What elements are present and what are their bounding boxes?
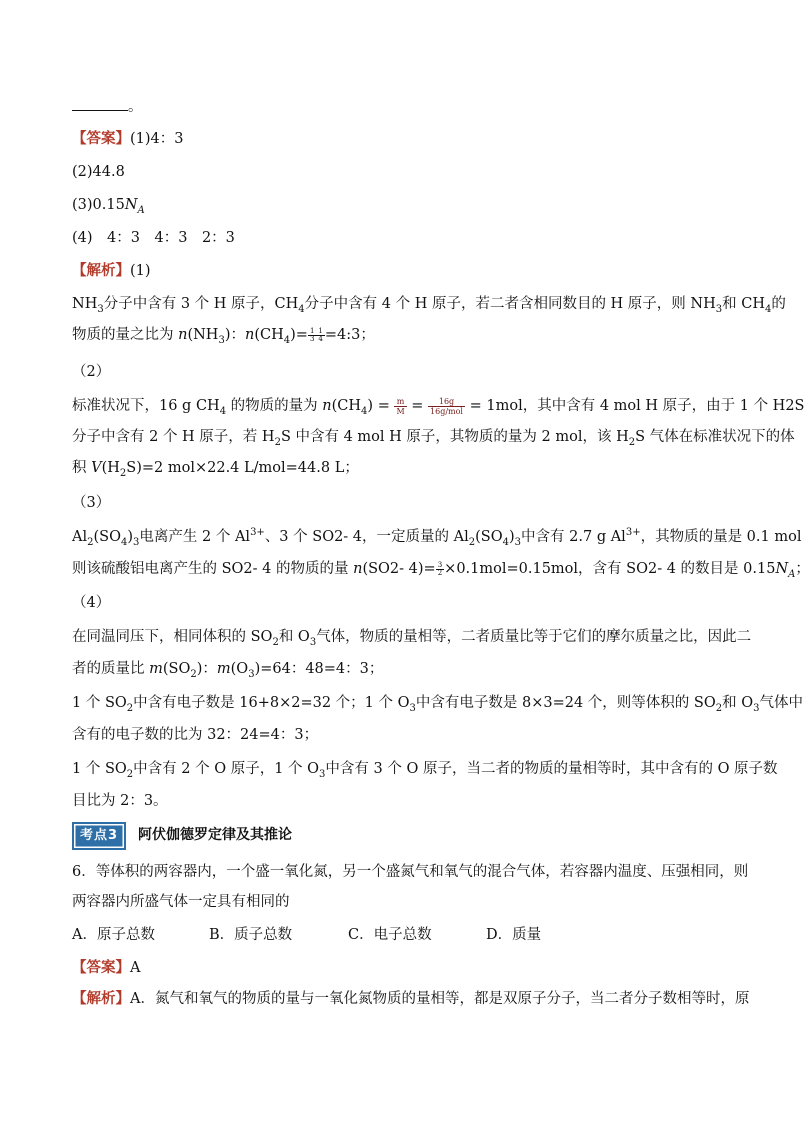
subscript: 2 — [126, 702, 134, 714]
text: 在同温同压下，相同体积的 SO — [72, 629, 273, 645]
text: 、3 个 SO2- 4，一定质量的 Al — [264, 529, 469, 545]
kaodian-badge: 考点3 — [72, 822, 126, 850]
text: (CH — [254, 327, 284, 343]
subscript: A — [788, 568, 796, 580]
analysis-para-5 — [72, 458, 359, 478]
analysis-para-10 — [72, 693, 803, 713]
text: ) — [127, 529, 134, 545]
question-text: 两容器内所盛气体一定具有相同的 — [72, 894, 290, 910]
numerator: 1 — [309, 326, 315, 335]
answer-3: (3)0.15 — [72, 197, 125, 213]
text: = 1mol，其中含有 4 mol H 原子，由于 1 个 H2S — [465, 398, 805, 414]
superscript: 3+ — [250, 527, 265, 539]
subscript: 3 — [319, 768, 326, 780]
subscript: 2 — [119, 467, 127, 479]
subscript: 3 — [133, 536, 140, 548]
text: ×0.1mol=0.15mol，含有 SO2- 4 的数目是 0.15 — [444, 561, 776, 577]
avogadro-symbol: N — [775, 561, 789, 577]
text: (O — [230, 661, 249, 677]
subscript: 4 — [502, 536, 509, 548]
subscript: 3 — [248, 668, 255, 680]
text: 中含有电子数是 8×3=24 个，则等体积的 SO — [415, 695, 716, 711]
text: 和 O — [278, 629, 310, 645]
analysis-label: 【解析】 — [72, 262, 130, 279]
option-a: A．原子总数 — [72, 927, 155, 943]
fraction — [316, 328, 324, 343]
text: )=64：48=4：3； — [254, 661, 384, 677]
section-number: （2） — [72, 364, 111, 380]
answer-line-4 — [72, 228, 235, 248]
subscript: 4 — [120, 536, 128, 548]
answer-4: (4) 4：3 4：3 2：3 — [72, 230, 235, 246]
question-6-line-1 — [72, 862, 748, 882]
question-text: 6．等体积的两容器内，一个盛一氧化氮，另一个盛氮气和氧气的混合气体，若容器内温度、压强相同，则 — [72, 864, 749, 880]
subscript: 2 — [274, 436, 281, 448]
analysis-para-11 — [72, 725, 318, 745]
answer-line-3 — [72, 195, 145, 215]
text: 和 CH — [722, 296, 765, 312]
answer-blank-line — [72, 96, 143, 117]
subscript: 4 — [283, 334, 291, 346]
text: 分子中含有 3 个 H 原子，CH — [103, 296, 299, 312]
text: 分子中含有 2 个 H 原子，若 H — [72, 429, 275, 445]
text: 则该硫酸铝电离产生的 SO2- 4 的物质的量 — [72, 561, 354, 577]
subscript: 3 — [514, 536, 522, 548]
text: )： — [224, 327, 245, 343]
text: 物质的量之比为 — [72, 327, 179, 343]
text: 中含有 3 个 O 原子，当二者的物质的量相等时，其中含有的 O 原子数 — [325, 761, 778, 777]
text: 的 — [771, 296, 786, 312]
text: ，其物质的量是 0.1 mol — [640, 529, 802, 545]
text: (SO — [93, 529, 121, 545]
var-n: n — [353, 561, 363, 577]
section-number: (1) — [130, 263, 151, 279]
avogadro-symbol: N — [124, 197, 138, 213]
subscript: 2 — [468, 536, 476, 548]
subscript: 2 — [272, 636, 279, 648]
option-d: D．质量 — [486, 927, 542, 943]
analysis-6-line — [72, 989, 749, 1009]
text: 气体中 — [759, 695, 803, 711]
option-c: C．电子总数 — [348, 927, 432, 943]
text: 中含有 2 个 O 原子，1 个 O — [133, 761, 320, 777]
text: 和 O — [722, 695, 754, 711]
analysis-para-12 — [72, 759, 778, 779]
text: 的物质的量为 — [226, 398, 323, 414]
subscript: 4 — [298, 303, 305, 315]
section-number: （3） — [72, 495, 111, 511]
subscript: 3 — [409, 702, 416, 714]
analysis-para-7 — [72, 559, 810, 579]
text: (SO — [162, 661, 191, 677]
superscript: 3+ — [625, 527, 641, 539]
text: 中含有电子数是 16+8×2=32 个；1 个 O — [133, 695, 410, 711]
answer-line-2 — [72, 162, 125, 182]
fraction — [394, 397, 406, 416]
section-3-heading — [72, 493, 110, 513]
subscript: 3 — [218, 334, 225, 346]
fraction — [308, 328, 316, 343]
analysis-para-1 — [72, 294, 786, 314]
answer-line-1 — [72, 129, 184, 149]
text: 1 个 SO — [72, 695, 127, 711]
analysis-text: A．氮气和氧气的物质的量与一氧化氮物质的量相等，都是双原子分子，当二者分子数相等时，原 — [130, 991, 750, 1007]
answer-6: A — [130, 960, 141, 976]
text: ) = — [367, 398, 395, 414]
denominator: 2 — [437, 568, 443, 577]
var-m: m — [149, 661, 163, 677]
analysis-para-4 — [72, 427, 795, 447]
numerator: 1 — [318, 326, 323, 335]
subscript: 2 — [715, 702, 723, 714]
subscript: 2 — [87, 536, 94, 548]
analysis-para-9 — [72, 659, 383, 679]
text: (H — [101, 460, 120, 476]
text: Al — [72, 529, 88, 545]
text: ； — [795, 561, 810, 577]
text: )： — [196, 661, 217, 677]
text: (NH — [187, 327, 219, 343]
text: 积 — [72, 460, 92, 476]
analysis-para-3 — [72, 396, 805, 416]
analysis-label: 【解析】 — [72, 990, 130, 1007]
denominator: 3 — [309, 334, 315, 343]
analysis-heading — [72, 261, 151, 281]
text: 中含有 2.7 g Al — [521, 529, 626, 545]
section-number: （4） — [72, 595, 111, 611]
text: = — [406, 398, 429, 414]
text: )= — [290, 327, 308, 343]
analysis-para-8 — [72, 627, 751, 647]
subscript: 3 — [753, 702, 760, 714]
text: 者的质量比 — [72, 661, 150, 677]
text: 电离产生 2 个 Al — [139, 529, 251, 545]
answer-1: (1)4：3 — [130, 131, 184, 147]
section-2-heading — [72, 362, 110, 382]
option-b: B．质子总数 — [209, 927, 293, 943]
numerator: 3 — [437, 560, 443, 569]
subscript: 4 — [219, 405, 227, 417]
var-m: m — [216, 661, 231, 677]
numerator: m — [394, 397, 406, 407]
subscript: 3 — [97, 303, 104, 315]
var-v: V — [91, 460, 102, 476]
denominator: M — [396, 406, 405, 416]
var-n: n — [178, 327, 188, 343]
section-4-heading — [72, 593, 110, 613]
subscript: 2 — [190, 668, 197, 680]
denominator: 4 — [318, 334, 323, 343]
analysis-para-2 — [72, 325, 375, 345]
denominator: 16g/mol — [430, 406, 463, 416]
kaodian-header — [72, 822, 292, 850]
subscript: 3 — [715, 303, 723, 315]
answer-label: 【答案】 — [72, 130, 130, 147]
text: S 中含有 4 mol H 原子，其物质的量为 2 mol，该 H — [280, 429, 629, 445]
text: 标准状况下，16 g CH — [72, 398, 220, 414]
text: 目比为 2：3。 — [72, 793, 168, 809]
subscript: A — [137, 204, 145, 216]
text: (SO — [475, 529, 503, 545]
subscript: 4 — [765, 303, 772, 315]
text: (CH — [331, 398, 362, 414]
analysis-para-6 — [72, 527, 801, 547]
kaodian-title: 阿伏伽德罗定律及其推论 — [138, 827, 293, 843]
text: 含有的电子数的比为 32：24=4：3； — [72, 727, 319, 743]
subscript: 2 — [628, 436, 636, 448]
text: 气体，物质的量相等，二者质量比等于它们的摩尔质量之比，因此二 — [316, 629, 752, 645]
answer-6-line — [72, 958, 140, 978]
text: 1 个 SO — [72, 761, 127, 777]
text: =4:3； — [324, 327, 375, 343]
answer-2: (2)44.8 — [72, 164, 125, 180]
var-n: n — [322, 398, 332, 414]
text: S 气体在标准状况下的体 — [635, 429, 795, 445]
fraction — [428, 397, 465, 416]
text: 分子中含有 4 个 H 原子，若二者含相同数目的 H 原子，则 NH — [304, 296, 716, 312]
var-n: n — [245, 327, 255, 343]
numerator: 16g — [428, 397, 465, 407]
text: ) — [509, 529, 515, 545]
question-6-line-2 — [72, 892, 290, 912]
subscript: 3 — [309, 636, 317, 648]
subscript: 4 — [361, 405, 368, 417]
answer-label: 【答案】 — [72, 959, 130, 976]
fraction — [436, 562, 444, 577]
subscript: 2 — [126, 768, 134, 780]
text: S)=2 mol×22.4 L/mol=44.8 L； — [126, 460, 359, 476]
analysis-para-13 — [72, 791, 168, 811]
text: NH — [72, 296, 98, 312]
period: 。 — [128, 99, 143, 115]
text: (SO2- 4)= — [362, 561, 436, 577]
fill-blank — [72, 96, 128, 111]
